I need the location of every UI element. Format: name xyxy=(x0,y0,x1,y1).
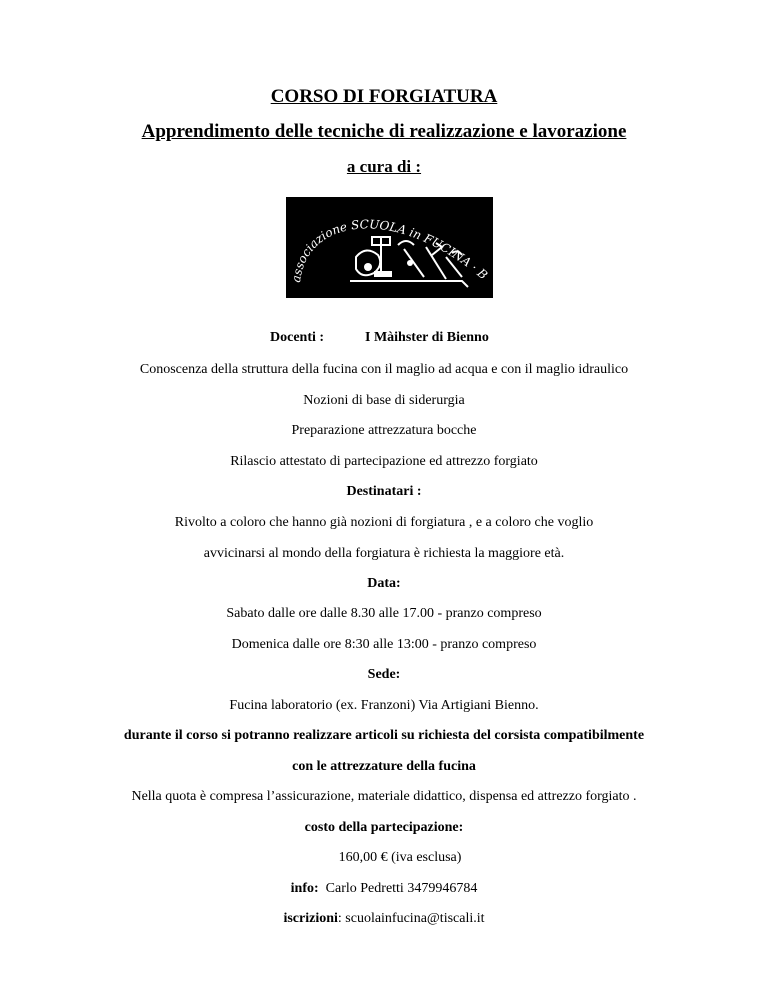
iscrizioni-email[interactable]: : scuolainfucina@tiscali.it xyxy=(337,911,485,926)
docenti-value: I Màihster di Bienno xyxy=(365,330,489,345)
destinatari-line: Rivolto a coloro che hanno già nozioni di forgiatura , e a coloro che voglio xyxy=(174,515,594,530)
topic-item: Nozioni di base di siderurgia xyxy=(303,393,465,408)
course-subtitle: Apprendimento delle tecniche di realizzazione e lavorazione xyxy=(141,121,627,142)
destinatari-label: Destinatari : xyxy=(346,484,422,499)
costo-label: costo della partecipazione: xyxy=(304,820,464,835)
iscrizioni-row xyxy=(0,911,768,927)
costo-value xyxy=(0,850,768,866)
iscrizioni-label: iscrizioni xyxy=(283,911,338,926)
curator-label: a cura di : xyxy=(346,157,422,176)
quota-line: Nella quota è compresa l’assicurazione, materiale didattico, dispensa ed attrezzo forgiato . xyxy=(131,789,637,804)
sede-address: Fucina laboratorio (ex. Franzoni) Via Artigiani Bienno. xyxy=(229,698,539,713)
topic-item: Rilascio attestato di partecipazione ed attrezzo forgiato xyxy=(230,454,538,469)
association-logo xyxy=(286,197,493,298)
schedule-line: Domenica dalle ore 8:30 alle 13:00 - pranzo compreso xyxy=(231,637,537,652)
topic-item: Preparazione attrezzatura bocche xyxy=(291,423,477,438)
schedule-line: Sabato dalle ore dalle 8.30 alle 17.00 - pranzo compreso xyxy=(226,606,542,621)
data-label: Data: xyxy=(367,576,401,591)
info-contact: Carlo Pedretti 3479946784 xyxy=(318,881,478,896)
logo-text: associazione SCUOLA in FUCINA · B xyxy=(289,217,491,284)
course-note: con le attrezzature della fucina xyxy=(292,759,476,774)
docenti-label: Docenti : xyxy=(270,330,325,345)
info-row xyxy=(0,881,768,897)
info-label: info: xyxy=(290,881,319,896)
course-title: CORSO DI FORGIATURA xyxy=(270,86,498,107)
sede-label: Sede: xyxy=(367,667,401,682)
course-note: durante il corso si potranno realizzare articoli su richiesta del corsista compatibilmente xyxy=(123,728,645,743)
topic-item: Conoscenza della struttura della fucina con il maglio ad acqua e con il maglio idraulico xyxy=(139,362,629,377)
destinatari-line: avvicinarsi al mondo della forgiatura è richiesta la maggiore età. xyxy=(203,546,565,561)
logo-artwork xyxy=(286,197,493,298)
price: 160,00 € (iva esclusa) xyxy=(338,850,462,865)
